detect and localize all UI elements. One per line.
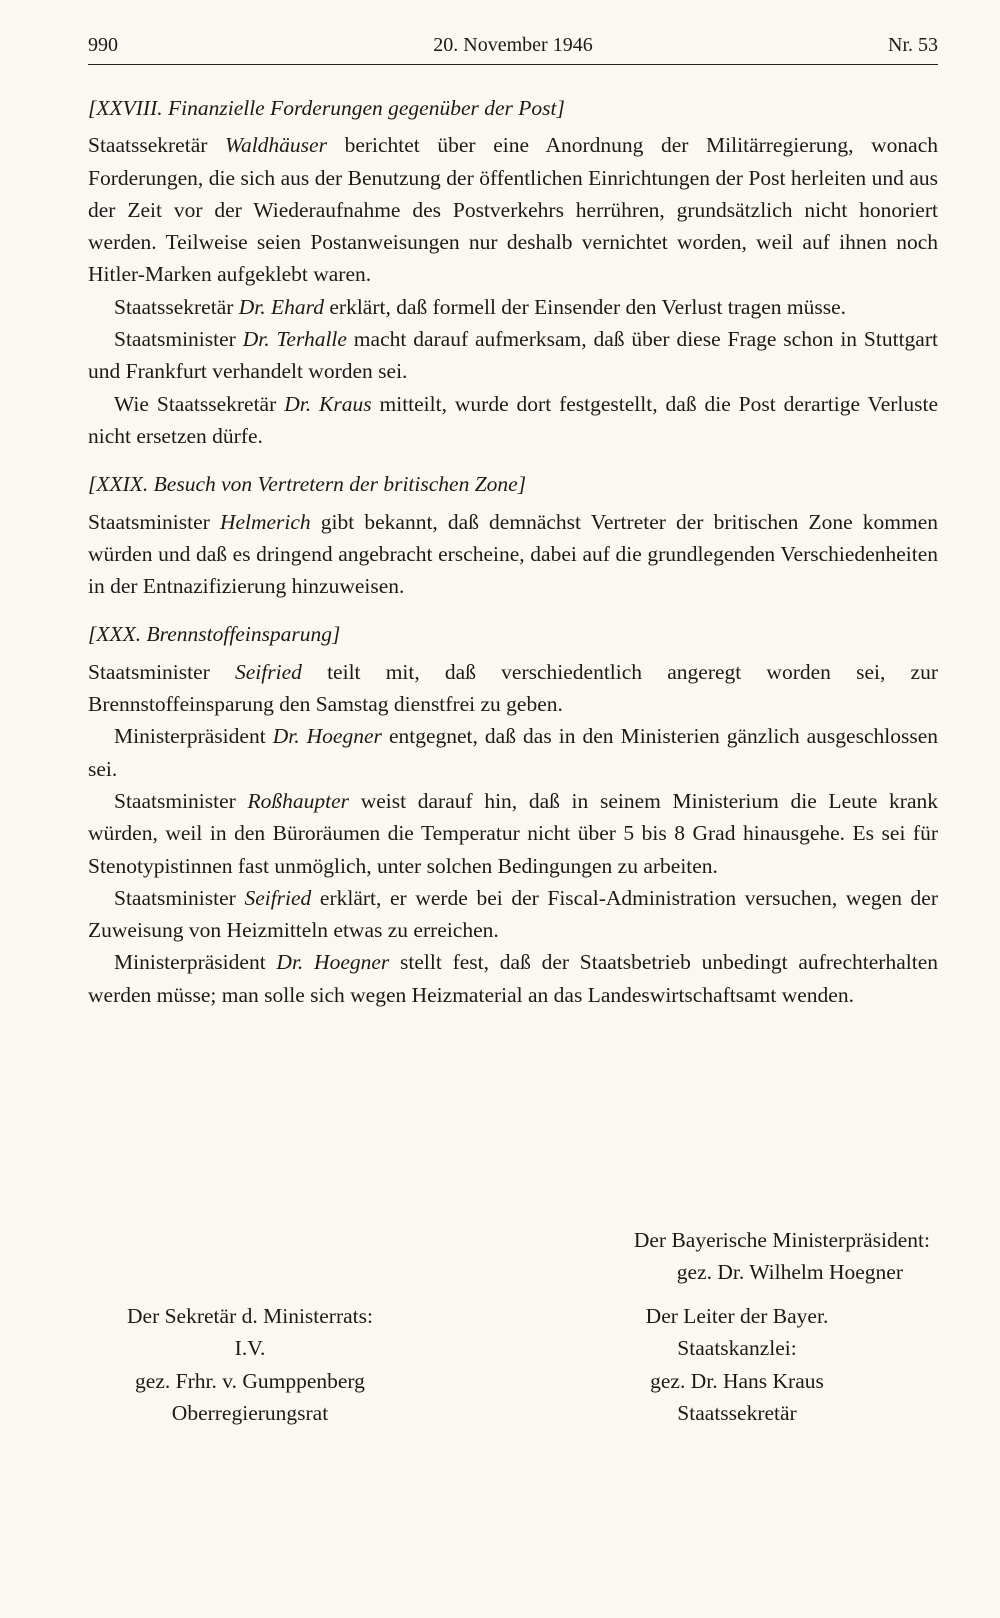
- signature-proxy: I.V.: [234, 1336, 266, 1361]
- running-head: [88, 30, 938, 65]
- speaker-name: Dr. Ehard: [238, 294, 324, 319]
- paragraph: Staatsminister Helmerich gibt bekannt, daß demnächst Vertreter der britischen Zone kommen würden und daß es dringend angebracht erscheine, dabei auf die grundlegenden Verschiedenheiten in der Entnazifizierung hinzuweisen.: [88, 509, 938, 599]
- issue-number: Nr. 53: [888, 34, 938, 56]
- signature-rank: Oberregierungsrat: [171, 1400, 329, 1425]
- speaker-name: Seifried: [244, 885, 312, 910]
- signature-title-cont: Staatskanzlei:: [677, 1336, 797, 1361]
- paragraph: Staatssekretär Dr. Ehard erklärt, daß formell der Einsender den Verlust tragen müsse.: [114, 294, 847, 319]
- signature-title: Der Leiter der Bayer.: [645, 1304, 829, 1328]
- paragraph: Wie Staatssekretär Dr. Kraus mitteilt, wurde dort festgestellt, daß die Post derartige Verluste nicht ersetzen dürfe.: [88, 391, 939, 448]
- paragraph: Staatssekretär Waldhäuser berichtet über eine Anordnung der Militärregierung, wonach Forderungen, die sich aus der Benutzung der öffentlichen Einrichtungen der Post herleiten und aus der Zeit vor der Wiederaufnahme des Postverkehrs herrühren, grundsätzlich nicht honoriert werden. Teilweise seien Postanweisungen nur deshalb vernichtet worden, weil auf ihnen noch Hitler-Marken aufgeklebt waren.: [88, 133, 938, 287]
- speaker-name: Seifried: [235, 659, 302, 684]
- header-date: 20. November 1946: [433, 34, 593, 56]
- speaker-name: Dr. Kraus: [284, 391, 372, 416]
- paragraph: Staatsminister Roßhaupter weist darauf hin, daß in seinem Ministerium die Leute krank würden, weil in den Büroräumen die Temperatur nicht über 5 bis 8 Grad hinausgehe. Es sei für Stenotypistinnen fast unmöglich, unter solchen Bedingungen zu arbeiten.: [88, 788, 939, 878]
- signature-name: gez. Dr. Hans Kraus: [650, 1368, 824, 1393]
- section-heading-xxix: [XXIX. Besuch von Vertretern der britischen Zone]: [88, 472, 527, 497]
- paragraph: Staatsminister Seifried erklärt, er werde bei der Fiscal-Administration versuchen, wegen der Zuweisung von Heizmitteln etwas zu erreichen.: [88, 885, 938, 943]
- signature-leiter: [612, 1300, 862, 1429]
- speaker-name: Dr. Hoegner: [272, 724, 382, 749]
- page-number: 990: [88, 34, 118, 56]
- signature-name: gez. Dr. Wilhelm Hoegner: [676, 1260, 903, 1285]
- section-heading-xxviii: [XXVIII. Finanzielle Forderungen gegenüber der Post]: [88, 96, 565, 120]
- speaker-name: Helmerich: [219, 509, 311, 534]
- body-text: [88, 92, 938, 1011]
- speaker-name: Dr. Hoegner: [276, 950, 390, 975]
- speaker-name: Waldhäuser: [225, 133, 327, 158]
- signature-title: Der Sekretär d. Ministerrats:: [127, 1304, 373, 1328]
- signature-title: Der Bayerische Ministerpräsident:: [633, 1228, 930, 1252]
- signature-rank: Staatssekretär: [677, 1400, 797, 1425]
- paragraph: Staatsminister Dr. Terhalle macht darauf aufmerksam, daß über diese Frage schon in Stuttgart und Frankfurt verhandelt worden sei.: [88, 327, 938, 384]
- signature-ministerpraesident: [634, 1224, 930, 1289]
- signature-name: gez. Frhr. v. Gumppenberg: [135, 1368, 365, 1393]
- speaker-name: Roßhaupter: [247, 788, 350, 813]
- paragraph: Ministerpräsident Dr. Hoegner entgegnet, daß das in den Ministerien gänzlich ausgeschlossen sei.: [88, 724, 938, 781]
- speaker-name: Dr. Terhalle: [242, 327, 347, 352]
- paragraph: Ministerpräsident Dr. Hoegner stellt fest, daß der Staatsbetrieb unbedingt aufrechterhalten werden müsse; man solle sich wegen Heizmaterial an das Landeswirtschaftsamt wenden.: [88, 950, 938, 1007]
- paragraph: Staatsminister Seifried teilt mit, daß verschiedentlich angeregt worden sei, zur Brennstoffeinsparung den Samstag dienstfrei zu geben.: [88, 659, 938, 717]
- section-heading-xxx: [XXX. Brennstoffeinsparung]: [88, 622, 341, 647]
- signature-sekretaer: [95, 1300, 405, 1429]
